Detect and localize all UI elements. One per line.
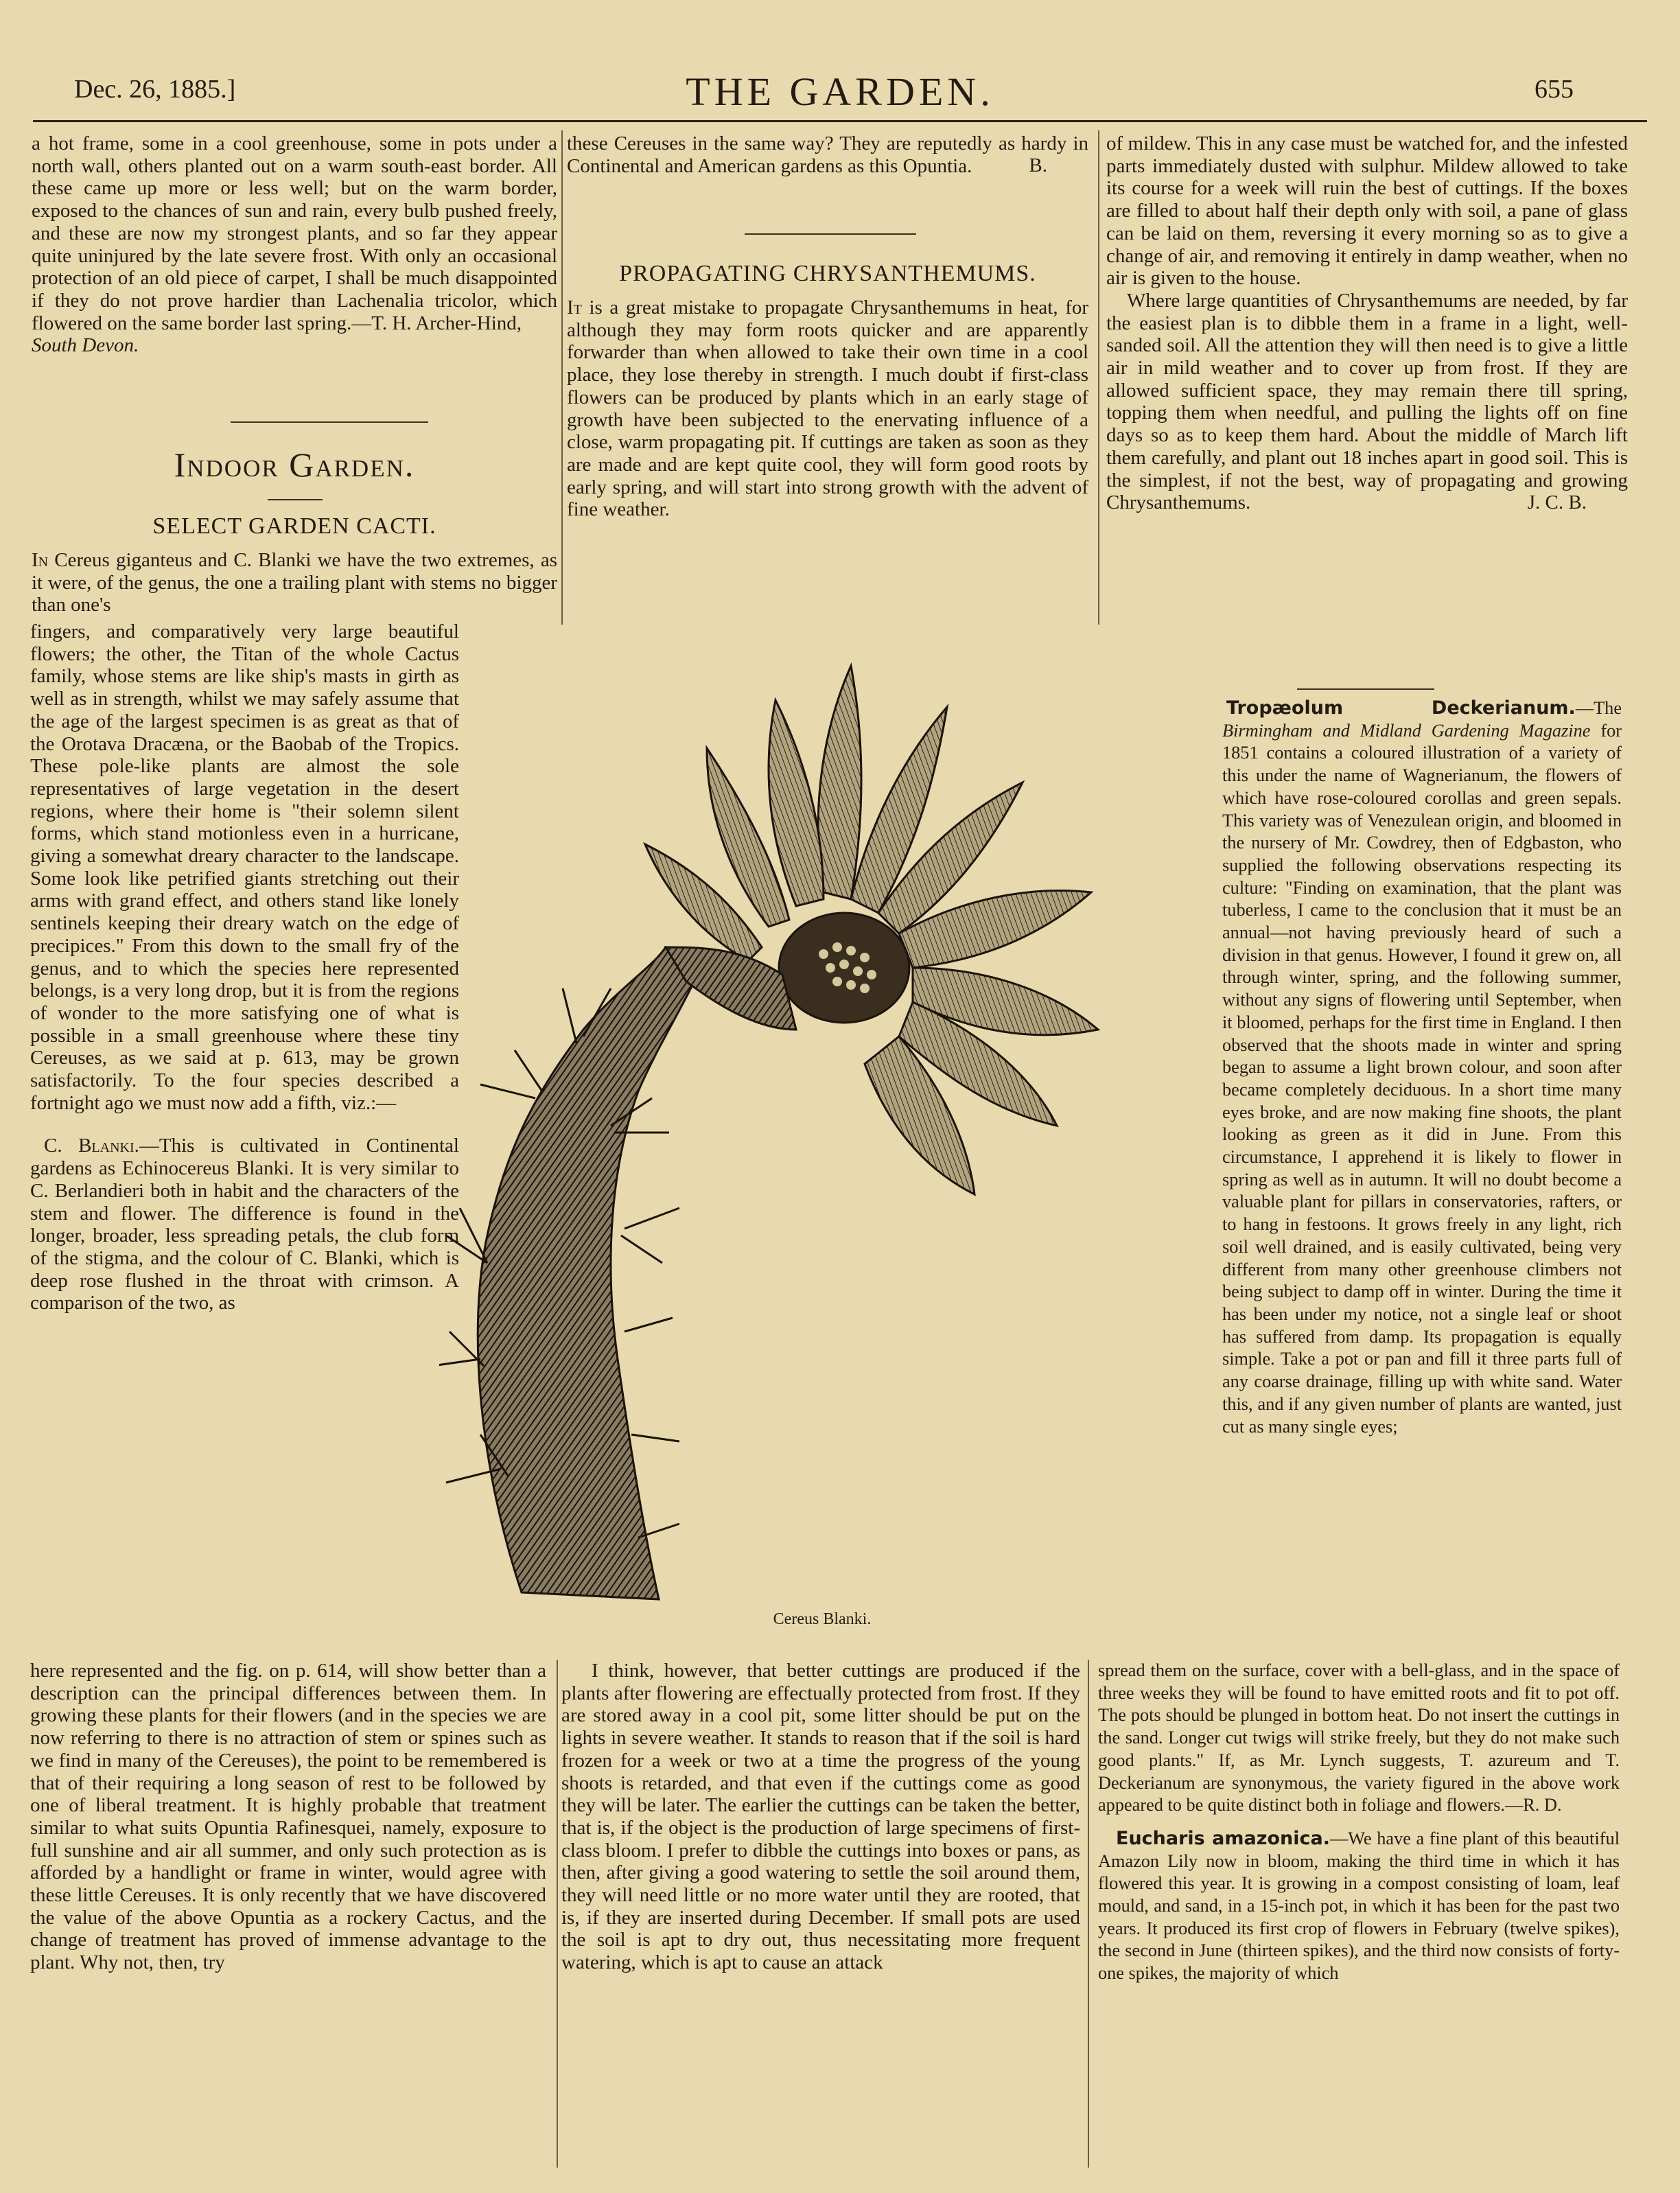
section-divider <box>1297 688 1434 690</box>
column-2-bottom <box>561 1660 1080 1974</box>
entry-dash: —The <box>1575 698 1622 718</box>
chrysanthemum-text: is a great mistake to propagate Chrysanthemums in heat, for although they may form roots quicker and are apparently forwarder than when allowed to take their own time in a cool place, they lose thereby in strength. I much doubt if first-class flowers can be produced by plants which in an early stage of growth have been subjected to the enervating influence of a close, warm propagating pit. If cuttings are taken as soon as they are made and are kept quite cool, they will form good roots by early spring, and will start into strong growth with the advent of fine weather. <box>567 297 1089 521</box>
section-divider <box>745 233 916 235</box>
column-1-top <box>32 132 557 357</box>
column-3-top <box>1106 132 1628 514</box>
title-divider <box>268 499 323 500</box>
section-heading: Indoor Garden. <box>174 445 415 484</box>
chrysanthemum-cont-2: Where large quantities of Chrysanthemums are needed, by far the easiest plan is to dibble them in a frame in a light, well-sanded soil. All the attention they will then need is to give a little air in mild weather and to cover up from frost. If they are allowed sufficient space, they may remain there till spring, topping them when needful, and pulling the lights off on fine days so as to keep them hard. About the middle of March lift them carefully, and plant out 18 inches apart in good soil. This is the simplest, if not the best, way of propagating and growing Chrysanthemums. <box>1106 289 1628 514</box>
column-2-top <box>567 132 1088 177</box>
author-signature: B. <box>1029 154 1047 177</box>
drop-lead: It <box>567 297 582 318</box>
entry-heading: Tropæolum Deckerianum. <box>1226 697 1576 719</box>
cacti-bottom-text: here represented and the fig. on p. 614, will show better than a description can the principal differences between them. In growing these plants for their flowers (and in the species we are now referring to there is no attraction of stem or spines such as we find in many of the Cereuses), the point to be remembered is that of their requiring a long season of rest to be followed by one of liberal treatment. It is highly probable that treatment similar to what suits Opuntia Rafinesquei, namely, exposure to full sunshine and air all summer, and only such protection as is afforded by a handlight or frame in winter, would agree with these little Cereuses. It is only recently that we have discovered the value of the above Opuntia as a rockery Cactus, and the change of treatment has proved of immense advantage to the plant. Why not, then, try <box>30 1660 546 1974</box>
tropaeolum-cont: spread them on the surface, cover with a bell-glass, and in the space of three weeks they will be found to have emitted roots and fit to pot off. The pots should be plunged in bottom heat. Do not insert the cuttings in the sand. Longer cut twigs will strike freely, but they do not make such good plants." If, as Mr. Lynch suggests, T. azureum and T. Deckerianum are synonymous, the variety figured in the above work appeared to be quite distinct both in foliage and flowers.—R. D. <box>1098 1660 1620 1815</box>
tropaeolum-article <box>1222 697 1622 1438</box>
cacti-intro <box>32 549 557 616</box>
author-signature: J. C. B. <box>1527 491 1587 513</box>
column-rule <box>1098 130 1099 625</box>
publication-title: THE GARDEN. <box>686 69 994 114</box>
species-heading: C. Blanki. <box>44 1135 139 1157</box>
column-rule <box>1088 1660 1089 2168</box>
article-title-cacti: SELECT GARDEN CACTI. <box>152 513 436 539</box>
magazine-title: Birmingham and Midland Gardening Magazine <box>1222 720 1591 741</box>
chrysanthemum-article <box>567 297 1088 521</box>
article-continuation: a hot frame, some in a cool greenhouse, some in pots under a north wall, others planted out on a warm south-east border. All these came up more or less well; but on the warm border, exposed to the chances of sun and rain, every bulb pushed freely, and these are now my strongest plants, and so far they appear quite uninjured by the late severe frost. With only an occasional protection of an old piece of carpet, I shall be much disappointed if they do not prove hardier than Lachenalia tricolor, which flowered on the same border last spring.—T. H. Archer-Hind, <box>32 132 557 334</box>
species-text: —This is cultivated in Continental gardens as Echinocereus Blanki. It is very similar to C. Berlandieri both in habit and the characters of the stem and flower. The difference is found in the longer, broader, less spreading petals, the club form of the stigma, and the colour of C. Blanki, which is deep rose flushed in the throat with crimson. A comparison of the two, as <box>30 1135 459 1314</box>
cacti-conclusion: these Cereuses in the same way? They are reputedly as hardy in Continental and American gardens as this Opuntia. <box>567 132 1088 177</box>
chrysanthemum-bottom-text: I think, however, that better cuttings are produced if the plants after flowering are effectually protected from frost. If they are stored away in a cool pit, some litter should be put on the lights in severe weather. It stands to reason that if the soil is hard frozen for a week or two at a time the progress of the young shoots is retarded, and that even if the cuttings come as good they will be later. The earlier the cuttings can be taken the better, that is, if the object is the production of large specimens of first-class bloom. I prefer to dibble the cuttings into boxes or pans, as then, after giving a good watering to settle the soil around them, they will need little or no more water until they are rooted, that is, if they are inserted during December. If small pots are used the soil is apt to dry out, thus necessitating more frequent watering, which is apt to cause an attack <box>561 1660 1080 1974</box>
drop-lead: In <box>32 549 49 571</box>
column-1-narrow <box>30 620 459 1314</box>
cacti-intro-text: Cereus giganteus and C. Blanki we have the two extremes, as it were, of the genus, the one a trailing plant with stems no bigger than one's <box>32 549 558 616</box>
section-divider <box>231 421 428 423</box>
cacti-body: fingers, and comparatively very large beautiful flowers; the other, the Titan of the whole Cactus family, whose stems are like ship's masts in girth as well as in strength, whilst we may safely assume that the age of the largest specimen is as great as that of the Orotava Dracæna, or the Baobab of the Tropics. These pole-like plants are almost the sole representatives of large vegetation in the desert regions, where their home is "their solemn silent forms, which stand motionless even in a hurricane, giving a somewhat dreary character to the landscape. Some look like petrified giants stretching out their arms with grand effect, and others stand like lonely sentinels keeping their dreary watch on the edge of precipices." From this down to the small fry of the genus, and to which the species here represented belongs, is a very long drop, but it is from the regions of wonder to the more satisfying one of what is possible in a small greenhouse where these tiny Cereuses, as we said at p. 613, may be grown satisfactorily. To the four species described a fortnight ago we must now add a fifth, viz.:— <box>30 620 459 1114</box>
issue-date: Dec. 26, 1885.] <box>74 75 236 104</box>
column-1-bottom <box>30 1660 546 1974</box>
column-rule <box>561 130 563 625</box>
author-location: South Devon. <box>32 334 139 357</box>
page-number: 655 <box>1535 75 1574 104</box>
column-3-bottom <box>1098 1660 1620 1985</box>
column-rule <box>557 1660 558 2168</box>
chrysanthemum-cont: of mildew. This in any case must be watched for, and the infested parts immediately dusted with sulphur. Mildew allowed to take its course for a week will ruin the best of cuttings. If the boxes are filled to about half their depth only with soil, a pane of glass can be laid on them, reversing it every morning so as to give a change of air, and removing it entirely in damp weather, when no air is given to the house. <box>1106 132 1628 290</box>
tropaeolum-text: for 1851 contains a coloured illustration of a variety of this under the name of Wagnerianum, the flowers of which have rose-coloured corollas and green sepals. This variety was of Venezulean origin, and bloomed in the nursery of Mr. Cowdrey, then of Edgbaston, who supplied the following observations respecting its culture: "Finding on examination, that the plant was tuberless, I came to the conclusion that it must be an annual—not having previously heard of such a division in that genus. However, I found it grew on, all through winter, spring, and the following summer, without any signs of flowering until September, when it bloomed, perhaps for the first time in England. I then observed that the shoots made in winter and spring began to assume a light brown colour, and soon after became completely deciduous. In a short time many eyes broke, and are now making fine shoots, the plant looking as green as it did in June. From this circumstance, I apprehend it is likely to flower in spring as well as in autumn. It will no doubt become a valuable plant for pillars in conservatories, rafters, or to hang in festoons. It grows freely in any light, rich soil well drained, and is easily cultivated, being very different from many other greenhouse climbers not being subject to damp off in winter. During the time it has been under my notice, not a single leaf or shoot has suffered from damp. Its propagation is equally simple. Take a pot or pan and fill it three parts full of any coarse drainage, filling up with white sand. Water this, and if any given number of plants are wanted, just cut as many single eyes; <box>1222 720 1622 1437</box>
cereus-blanki-illustration <box>439 645 1160 1606</box>
eucharis-text: —We have a fine plant of this beautiful Amazon Lily now in bloom, making the third time in which it has flowered this year. It is growing in a compost consisting of loam, leaf mould, and sand, in a 15-inch pot, in which it has been for the past two years. It produced its first crop of flowers in February (twelve spikes), the second in June (thirteen spikes), and the third now consists of forty-one spikes, the majority of which <box>1098 1828 1620 1984</box>
entry-heading: Eucharis amazonica. <box>1116 1827 1330 1849</box>
header-rule <box>33 120 1647 122</box>
illustration-caption: Cereus Blanki. <box>773 1610 872 1628</box>
article-title-chrysanthemums: PROPAGATING CHRYSANTHEMUMS. <box>619 261 1036 286</box>
